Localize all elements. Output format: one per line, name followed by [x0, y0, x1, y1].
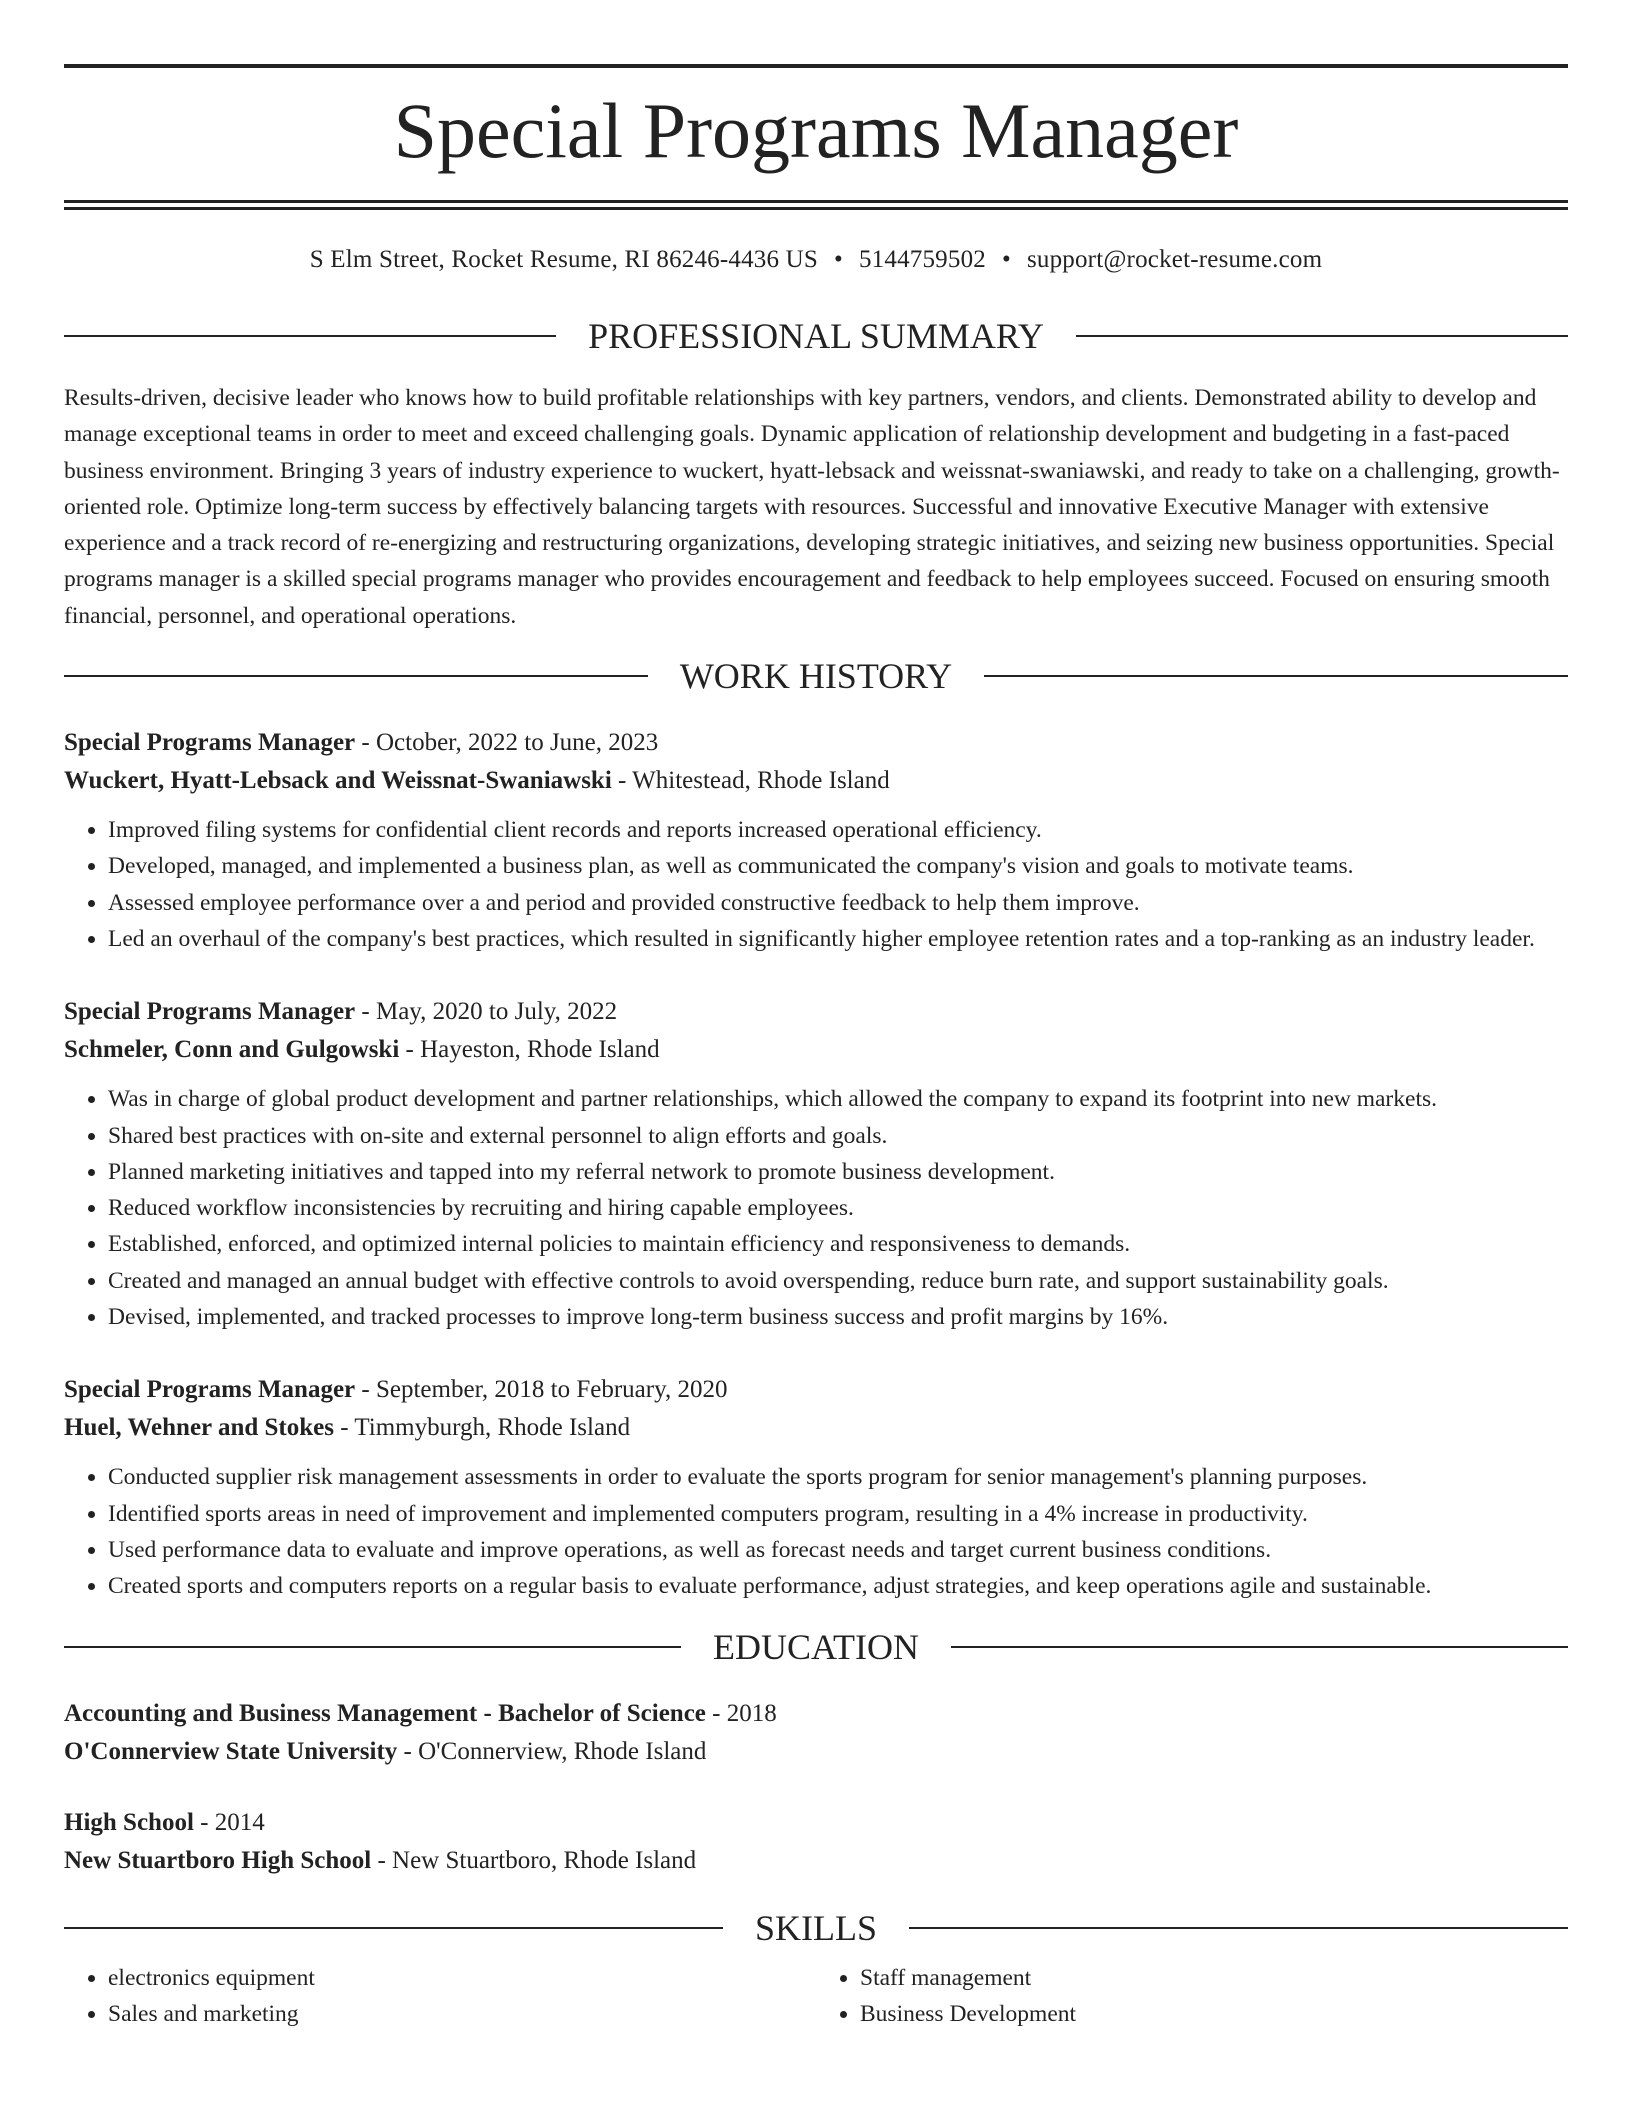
- summary-text: Results-driven, decisive leader who knows how to build profitable relationships with key partners, vendors, and clients. Demonstrated ability to develop and manage exceptional teams in order to meet and exceed challenging goals. Dynamic application of relationship development and budgeting in a fast-paced business environment. Bringing 3 years of industry experience to wuckert, hyatt-lebsack and weissnat-swaniawski, and ready to take on a challenging, growth-oriented role. Optimize long-term success by effectively balancing targets with resources. Successful and innovative Executive Manager with extensive experience and a track record of re-energizing and restructuring organizations, developing strategic initiatives, and seizing new business opportunities. Special programs manager is a skilled special programs manager who provides encouragement and feedback to help employees succeed. Focused on ensuring smooth financial, personnel, and operational operations.: [64, 385, 1560, 629]
- skills-right-column: [816, 1960, 1568, 2032]
- heading-rule: [64, 335, 556, 337]
- skills-left-column: [64, 1960, 816, 2032]
- job-bullet: • Created and managed an annual budget with effective controls to avoid overspending, reduce burn rate, and support sustainability goals.: [108, 1263, 1568, 1299]
- job-dates: - September, 2018 to February, 2020: [355, 1376, 728, 1404]
- job-location: - Whitestead, Rhode Island: [611, 767, 890, 795]
- skill-item: • Sales and marketing: [108, 1996, 816, 2032]
- education-year: - 2014: [193, 1808, 265, 1836]
- job-bullet: • Led an overhaul of the company's best practices, which resulted in significantly higher employee retention rates and a top-ranking as an industry leader.: [108, 921, 1568, 957]
- skill-item: • electronics equipment: [108, 1960, 816, 1996]
- education-heading: [64, 1626, 1568, 1667]
- skills-columns: [64, 1960, 1568, 2032]
- skill-item: • Business Development: [860, 1996, 1568, 2032]
- skill-item: • Staff management: [860, 1960, 1568, 1996]
- education-degree: High School: [64, 1808, 194, 1836]
- heading-rule: [64, 1927, 723, 1929]
- page-title: Special Programs Manager: [393, 87, 1239, 174]
- work-heading-label: WORK HISTORY: [679, 656, 953, 697]
- job-bullet: • Improved filing systems for confidential client records and reports increased operational efficiency.: [108, 812, 1568, 848]
- job-bullet: • Reduced workflow inconsistencies by recruiting and hiring capable employees.: [108, 1190, 1568, 1226]
- education-entry: [64, 1804, 1568, 1880]
- job-location: - Hayeston, Rhode Island: [399, 1036, 660, 1064]
- job-dates: - October, 2022 to June, 2023: [355, 729, 659, 757]
- job-bullets: [64, 812, 1568, 957]
- contact-address: S Elm Street, Rocket Resume, RI 86246-4436 US: [309, 246, 819, 273]
- job-bullet: • Assessed employee performance over a and period and provided constructive feedback to help them improve.: [108, 885, 1568, 921]
- job-company: Huel, Wehner and Stokes: [64, 1414, 334, 1442]
- job-role: Special Programs Manager: [64, 1376, 356, 1404]
- contact-phone: 5144759502: [858, 246, 986, 273]
- education-heading-label: EDUCATION: [713, 1626, 919, 1667]
- heading-rule: [909, 1927, 1568, 1929]
- education-location: - O'Connerview, Rhode Island: [397, 1737, 707, 1765]
- job-company: Schmeler, Conn and Gulgowski: [64, 1036, 400, 1064]
- work-heading: [64, 656, 1568, 697]
- job-dates: - May, 2020 to July, 2022: [355, 998, 618, 1026]
- job-entry: [64, 993, 1568, 1335]
- contact-separator: •: [834, 246, 843, 273]
- heading-rule: [951, 1646, 1568, 1648]
- job-role: Special Programs Manager: [64, 729, 356, 757]
- contact-line: [64, 246, 1568, 274]
- job-bullets: [64, 1459, 1568, 1604]
- education-degree: Accounting and Business Management - Bachelor of Science: [64, 1699, 706, 1727]
- heading-rule: [1076, 335, 1568, 337]
- education-school: O'Connerview State University: [64, 1737, 398, 1765]
- job-location: - Timmyburgh, Rhode Island: [333, 1414, 631, 1442]
- job-bullets: [64, 1081, 1568, 1335]
- summary-heading: [64, 318, 1568, 354]
- skills-heading: [64, 1907, 1568, 1948]
- job-bullet: • Identified sports areas in need of improvement and implemented computers program, resulting in a 4% increase in productivity.: [108, 1496, 1568, 1532]
- education-school: New Stuartboro High School: [64, 1846, 372, 1874]
- heading-rule: [64, 1646, 681, 1648]
- education-entry: [64, 1695, 1568, 1771]
- skills-heading-label: SKILLS: [755, 1907, 878, 1948]
- job-bullet: • Developed, managed, and implemented a business plan, as well as communicated the company's vision and goals to motivate teams.: [108, 848, 1568, 884]
- job-bullet: • Shared best practices with on-site and external personnel to align efforts and goals.: [108, 1118, 1568, 1154]
- heading-rule: [984, 675, 1568, 677]
- education-location: - New Stuartboro, Rhode Island: [371, 1846, 697, 1874]
- job-bullet: • Was in charge of global product development and partner relationships, which allowed the company to expand its footprint into new markets.: [108, 1081, 1568, 1117]
- job-entry: [64, 724, 1568, 957]
- job-bullet: • Devised, implemented, and tracked processes to improve long-term business success and profit margins by 16%.: [108, 1299, 1568, 1335]
- job-bullet: • Used performance data to evaluate and improve operations, as well as forecast needs and target current business conditions.: [108, 1532, 1568, 1568]
- job-bullet: • Established, enforced, and optimized internal policies to maintain efficiency and responsiveness to demands.: [108, 1226, 1568, 1262]
- job-role: Special Programs Manager: [64, 998, 356, 1026]
- contact-email[interactable]: support@rocket-resume.com: [1026, 246, 1323, 273]
- job-company: Wuckert, Hyatt-Lebsack and Weissnat-Swaniawski: [64, 767, 612, 795]
- job-entry: [64, 1371, 1568, 1604]
- job-bullet: • Conducted supplier risk management assessments in order to evaluate the sports program for senior management's planning purposes.: [108, 1459, 1568, 1495]
- contact-separator: •: [1001, 246, 1011, 273]
- job-bullet: • Planned marketing initiatives and tapped into my referral network to promote business development.: [108, 1154, 1568, 1190]
- job-bullet: • Created sports and computers reports on a regular basis to evaluate performance, adjust strategies, and keep operations agile and sustainable.: [108, 1568, 1568, 1604]
- heading-rule: [64, 675, 648, 677]
- title-double-rule: [64, 200, 1568, 210]
- summary-heading-label: PROFESSIONAL SUMMARY: [588, 316, 1044, 356]
- education-year: - 2018: [705, 1699, 777, 1727]
